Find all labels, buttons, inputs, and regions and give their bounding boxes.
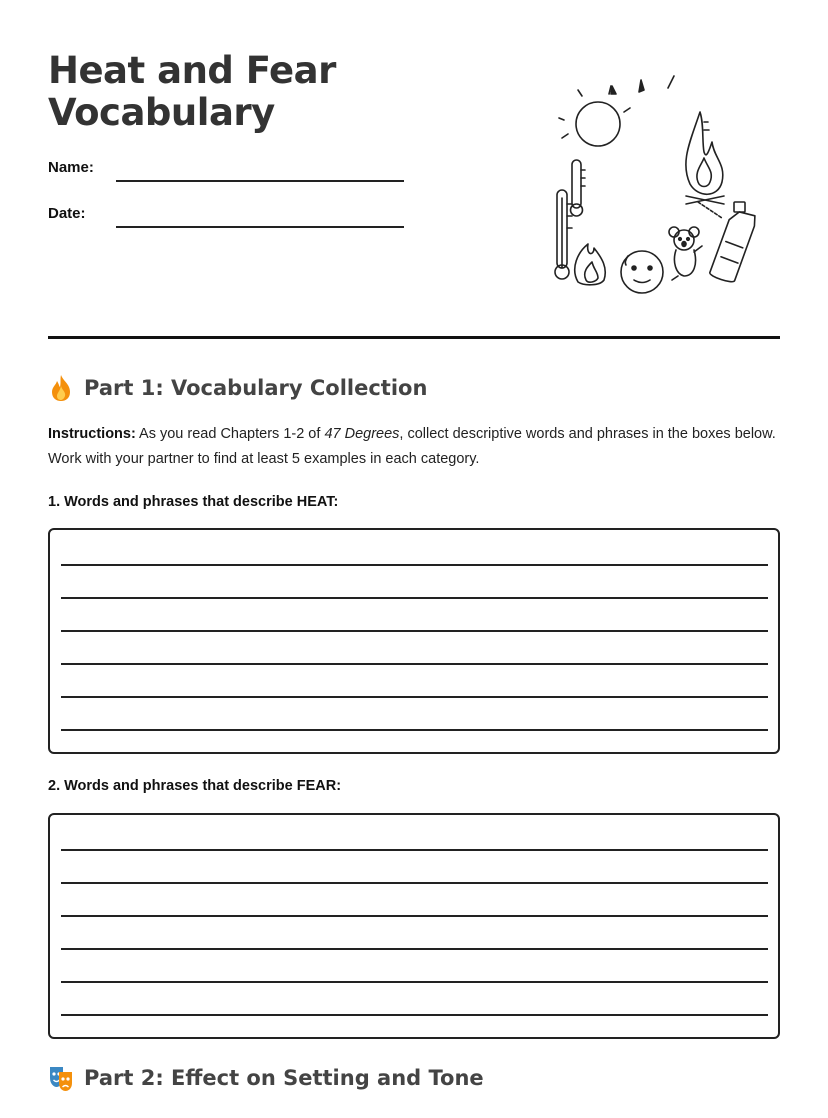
part1-heading [48, 374, 427, 402]
thermometer-icon [555, 160, 585, 279]
answer-line[interactable] [61, 981, 768, 983]
sun-icon [559, 86, 630, 146]
answer-line[interactable] [61, 597, 768, 599]
fire-icon [48, 374, 74, 402]
name-field [48, 159, 404, 176]
theater-masks-icon [48, 1064, 74, 1092]
answer-line[interactable] [61, 948, 768, 950]
instructions-text [48, 422, 780, 472]
answer-line[interactable] [61, 1014, 768, 1016]
answer-line[interactable] [61, 915, 768, 917]
answer-line[interactable] [61, 630, 768, 632]
part2-heading-text: Part 2: Effect on Setting and Tone [84, 1066, 484, 1090]
worksheet-title: Heat and Fear Vocabulary [48, 49, 336, 134]
answer-line[interactable] [61, 729, 768, 731]
heat-wave-icon [611, 76, 674, 94]
campfire-icon [686, 112, 724, 204]
instructions-pre: As you read Chapters 1-2 of [139, 426, 321, 442]
answer-line[interactable] [61, 663, 768, 665]
name-blank-line[interactable] [116, 180, 404, 182]
part1-heading-text: Part 1: Vocabulary Collection [84, 376, 428, 400]
answer-line[interactable] [61, 696, 768, 698]
heat-question: 1. Words and phrases that describe HEAT: [48, 494, 339, 510]
wildfire-icon [575, 244, 606, 285]
date-field [48, 205, 404, 222]
answer-line[interactable] [61, 882, 768, 884]
chain-icon [698, 202, 722, 218]
fear-question: 2. Words and phrases that describe FEAR: [48, 778, 342, 794]
koala-icon [669, 227, 702, 280]
date-label: Date: [48, 205, 86, 222]
sweating-face-icon [621, 251, 663, 293]
instructions-post: , collect descriptive words and phrases in the boxes below. Work with your partner to find at least 5 examples in each category. [48, 426, 776, 467]
heat-illustration [548, 72, 758, 302]
part2-heading [48, 1064, 484, 1092]
heat-answer-box[interactable] [48, 528, 780, 754]
date-blank-line[interactable] [116, 226, 404, 228]
book-title: 47 Degrees [324, 426, 400, 442]
instructions-label: Instructions: [48, 426, 136, 442]
header-divider [48, 336, 780, 339]
answer-line[interactable] [61, 564, 768, 566]
name-label: Name: [48, 159, 94, 176]
answer-line[interactable] [61, 849, 768, 851]
fear-answer-box[interactable] [48, 813, 780, 1039]
